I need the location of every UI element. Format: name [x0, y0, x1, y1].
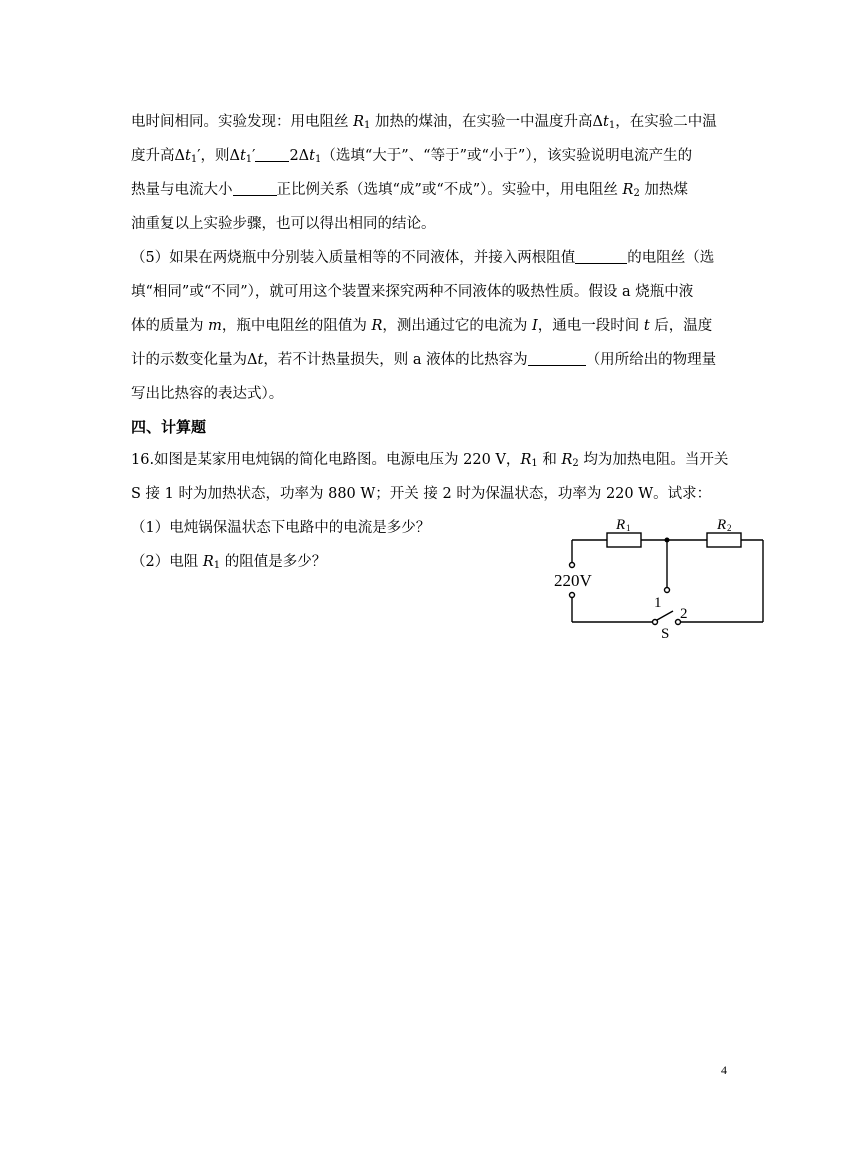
source-terminal [570, 593, 575, 598]
circuit-diagram [550, 512, 772, 642]
answer-blank [233, 181, 277, 196]
source-label: 220V [554, 571, 592, 590]
sub-question-2: （2）电阻 $R_1$ 的阻值是多少？ [131, 554, 327, 571]
r1-label: R [616, 517, 626, 533]
r2-sub: 2 [727, 523, 732, 533]
switch-blade [657, 611, 673, 620]
paragraph-line-1: 电时间相同。实验发现：用电阻丝 $R_1$ 加热的煤油，在实验一中温度升高$\Delta t_1$，在实验二中温 [131, 114, 717, 131]
answer-blank [575, 249, 627, 264]
source-terminal [570, 563, 575, 568]
resistor-r2 [707, 533, 741, 547]
question-16-line-2: S 接 1 时为加热状态，功率为 880 W；开关 接 2 时为保温状态，功率为 220 W。试求： [131, 486, 712, 502]
switch-label: S [661, 626, 670, 642]
question-16-line-1: 16.如图是某家用电炖锅的简化电路图。电源电压为 220 V，$R_1$ 和 $R_2$ 均为加热电阻。当开关 [131, 452, 729, 469]
paragraph-line-6: 填“相同”或“不同”），就可用这个装置来探究两种不同液体的吸热性质。假设 a 烧瓶中液 [131, 284, 694, 300]
paragraph-line-4: 油重复以上实验步骤，也可以得出相同的结论。 [131, 216, 436, 232]
junction-dot [665, 538, 670, 543]
answer-blank [528, 351, 586, 366]
r1-sub: 1 [626, 523, 631, 533]
paragraph-line-2: 度升高$\Delta t_1'$，则$\Delta t_1'$ $2\Delta t_1$（选填“大于”、“等于”或“小于”），该实验说明电流产生的 [131, 148, 693, 165]
answer-blank [255, 147, 289, 162]
paragraph-line-8: 计的示数变化量为Δt，若不计热量损失，则 a 液体的比热容为 （用所给出的物理量 [131, 352, 717, 368]
section-heading: 四、计算题 [131, 418, 207, 436]
terminal-1-label: 1 [654, 595, 662, 611]
r2-label: R [717, 517, 727, 533]
paragraph-line-3: 热量与电流大小 正比例关系（选填“成”或“不成”）。实验中，用电阻丝 $R_2$ 加热煤 [131, 182, 688, 199]
sub-question-1: （1）电炖锅保温状态下电路中的电流是多少？ [131, 520, 431, 536]
paragraph-line-5: （5）如果在两烧瓶中分别装入质量相等的不同液体，并接入两根阻值 的电阻丝（选 [131, 250, 715, 266]
paragraph-line-7: 体的质量为 m，瓶中电阻丝的阻值为 R，测出通过它的电流为 I，通电一段时间 t 后，温度 [131, 318, 713, 334]
terminal-1 [665, 588, 670, 593]
terminal-2-label: 2 [680, 606, 688, 622]
page-number: 4 [721, 1063, 727, 1077]
paragraph-line-9: 写出比热容的表达式）。 [131, 386, 284, 402]
resistor-r1 [607, 533, 641, 547]
switch-pivot [653, 620, 658, 625]
